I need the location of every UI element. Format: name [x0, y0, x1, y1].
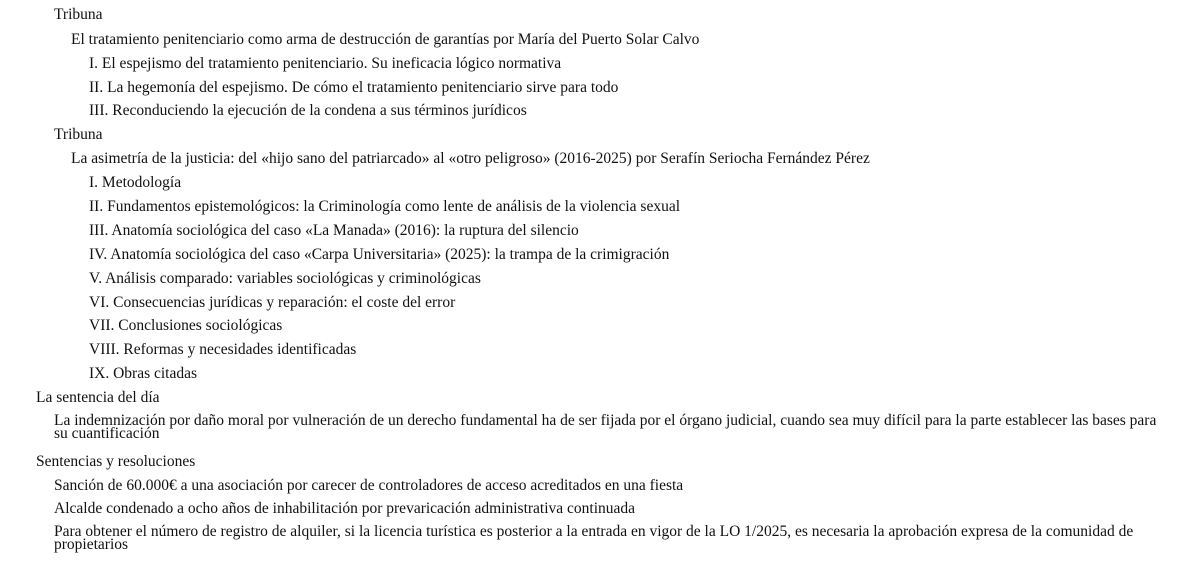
- chapter-link[interactable]: III. Anatomía sociológica del caso «La Manada» (2016): la ruptura del silencio: [89, 222, 579, 239]
- article-link[interactable]: Alcalde condenado a ocho años de inhabilitación por prevaricación administrativa continuada: [54, 500, 636, 517]
- article-link[interactable]: La indemnización por daño moral por vulneración de un derecho fundamental ha de ser fijada por el órgano judicial, cuando sea muy difícil para la parte establecer las bases para su cuantificación: [54, 412, 1157, 442]
- article-link[interactable]: Sanción de 60.000€ a una asociación por carecer de controladores de acceso acreditados en una fiesta: [54, 477, 684, 494]
- chapter-link[interactable]: I. Metodología: [89, 174, 182, 191]
- chapter-link[interactable]: VI. Consecuencias jurídicas y reparación: el coste del error: [89, 294, 456, 311]
- chapter-link[interactable]: II. Fundamentos epistemológicos: la Criminología como lente de análisis de la violencia sexual: [89, 198, 681, 215]
- section-heading-sentencia-del-dia[interactable]: La sentencia del día: [36, 389, 160, 406]
- chapter-link[interactable]: IV. Anatomía sociológica del caso «Carpa Universitaria» (2025): la trampa de la crimigración: [89, 246, 670, 263]
- article-link[interactable]: El tratamiento penitenciario como arma de destrucción de garantías por María del Puerto Solar Calvo: [71, 31, 700, 48]
- chapter-link[interactable]: II. La hegemonía del espejismo. De cómo el tratamiento penitenciario sirve para todo: [89, 79, 619, 96]
- chapter-link[interactable]: I. El espejismo del tratamiento penitenciario. Su ineficacia lógico normativa: [89, 55, 562, 72]
- chapter-link[interactable]: VII. Conclusiones sociológicas: [89, 317, 283, 334]
- chapter-link[interactable]: VIII. Reformas y necesidades identificadas: [89, 341, 357, 358]
- chapter-link[interactable]: V. Análisis comparado: variables sociológicas y criminológicas: [89, 270, 481, 287]
- article-link[interactable]: Para obtener el número de registro de alquiler, si la licencia turística es posterior a la entrada en vigor de la LO 1/2025, es necesaria la aprobación expresa de la comunidad de propietarios: [54, 523, 1134, 553]
- section-heading-tribuna[interactable]: Tribuna: [54, 126, 103, 143]
- chapter-link[interactable]: IX. Obras citadas: [89, 365, 198, 382]
- article-link[interactable]: La asimetría de la justicia: del «hijo sano del patriarcado» al «otro peligroso» (2016-2025) por Serafín Seriocha Fernández Pérez: [71, 150, 870, 167]
- section-heading-sentencias-resoluciones[interactable]: Sentencias y resoluciones: [36, 453, 196, 470]
- chapter-link[interactable]: III. Reconduciendo la ejecución de la condena a sus términos jurídicos: [89, 102, 527, 119]
- section-heading-tribuna[interactable]: Tribuna: [54, 6, 103, 23]
